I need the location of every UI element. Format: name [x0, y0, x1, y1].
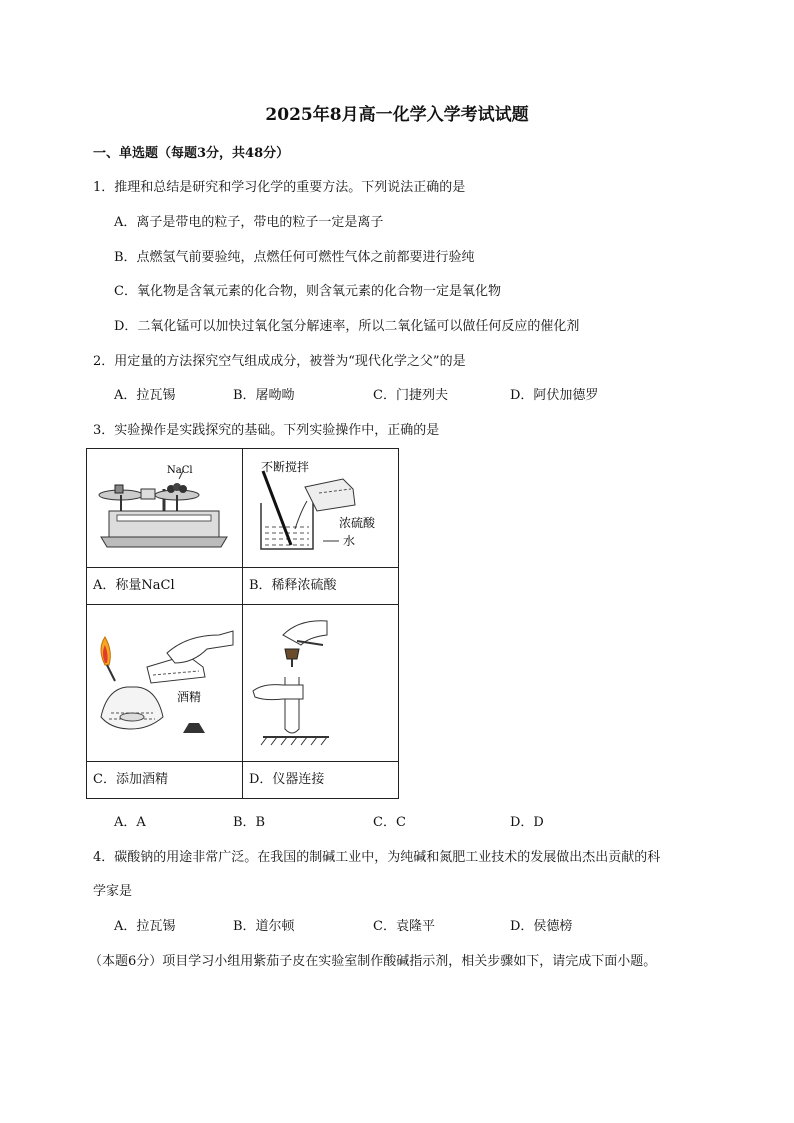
q4-option-d: D．侯德榜 — [510, 919, 573, 934]
image-connect — [243, 605, 399, 762]
label-acid: 浓硫酸 — [339, 516, 376, 530]
tube-connect-illustration — [243, 605, 398, 761]
q3-option-a: A．A — [114, 815, 146, 830]
label-stir: 不断搅拌 — [261, 460, 310, 474]
q4-stem-line1: 4．碳酸钠的用途非常广泛。在我国的制碱工业中，为纯碱和氮肥工业技术的发展做出杰出贡献的科 — [93, 850, 661, 865]
q4-stem-line2: 学家是 — [93, 884, 133, 899]
label-alcohol: 酒精 — [177, 690, 202, 704]
q1-option-d: D．二氧化锰可以加快过氧化氢分解速率，所以二氧化锰可以做任何反应的催化剂 — [114, 319, 580, 334]
caption-d: D．仪器连接 — [243, 762, 399, 799]
q1-option-b: B．点燃氢气前要验纯，点燃任何可燃性气体之前都要进行验纯 — [114, 250, 475, 265]
q2-option-a: A．拉瓦锡 — [114, 388, 176, 403]
q4-option-a: A．拉瓦锡 — [114, 919, 176, 934]
group-note: （本题6分）项目学习小组用紫茄子皮在实验室制作酸碱指示剂，相关步骤如下，请完成下面小题。 — [89, 954, 657, 969]
image-balance — [87, 449, 243, 568]
caption-b: B．稀释浓硫酸 — [243, 568, 399, 605]
label-water: 水 — [343, 534, 356, 548]
q1-stem: 1．推理和总结是研究和学习化学的重要方法。下列说法正确的是 — [93, 180, 466, 195]
q1-option-a: A．离子是带电的粒子，带电的粒子一定是离子 — [114, 215, 384, 230]
caption-c: C．添加酒精 — [87, 762, 243, 799]
balance-illustration — [87, 449, 242, 567]
q3-stem: 3．实验操作是实践探究的基础。下列实验操作中，正确的是 — [93, 423, 440, 438]
image-add-alcohol — [87, 605, 243, 762]
q3-option-c: C．C — [373, 815, 406, 830]
page-title: 2025年8月高一化学入学考试试题 — [265, 105, 529, 125]
label-nacl: NaCl — [167, 465, 193, 476]
q2-option-d: D．阿伏加德罗 — [510, 388, 599, 403]
q1-option-c: C．氧化物是含氧元素的化合物，则含氧元素的化合物一定是氧化物 — [114, 284, 501, 299]
q2-option-b: B．屠呦呦 — [233, 388, 295, 403]
dilute-illustration — [243, 449, 398, 567]
q2-stem: 2．用定量的方法探究空气组成成分，被誉为“现代化学之父”的是 — [93, 354, 466, 369]
alcohol-lamp-illustration — [87, 605, 242, 761]
q4-option-c: C．袁隆平 — [373, 919, 435, 934]
image-dilute — [243, 449, 399, 568]
experiment-table — [86, 448, 399, 799]
q4-option-b: B．道尔顿 — [233, 919, 295, 934]
q3-option-d: D．D — [510, 815, 544, 830]
q2-option-c: C．门捷列夫 — [373, 388, 448, 403]
caption-a: A．称量NaCl — [87, 568, 243, 605]
section-heading: 一、单选题（每题3分，共48分） — [93, 146, 290, 161]
q3-option-b: B．B — [233, 815, 266, 830]
